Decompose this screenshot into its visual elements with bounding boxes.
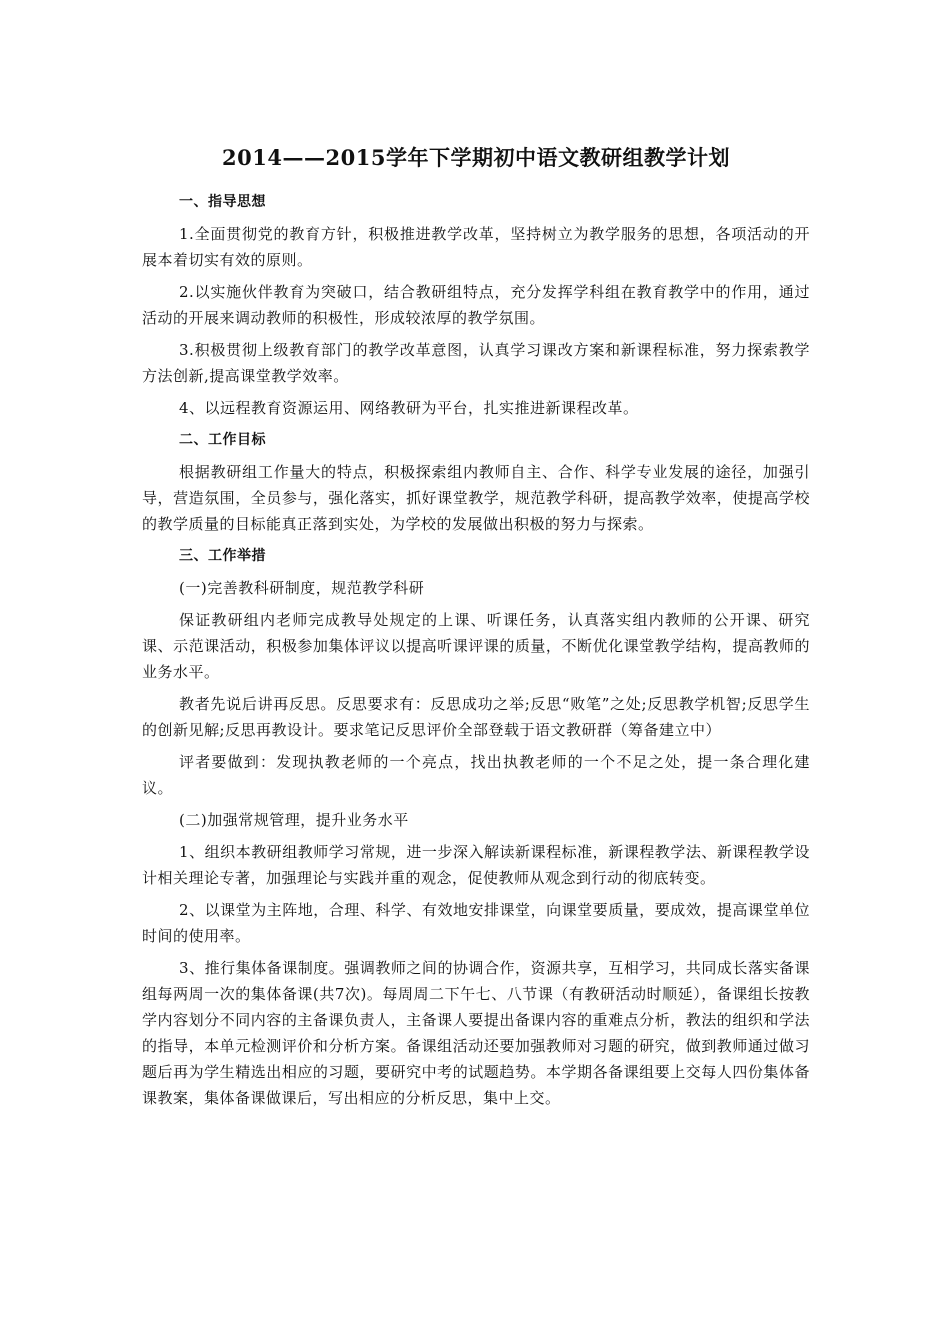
- paragraph: 2.以实施伙伴教育为突破口，结合教研组特点，充分发挥学科组在教育教学中的作用，通过活动的开展来调动教师的积极性，形成较浓厚的教学氛围。: [142, 283, 810, 327]
- document-title: 2014——2015学年下学期初中语文教研组教学计划: [222, 145, 730, 170]
- paragraph: 保证教研组内老师完成教导处规定的上课、听课任务，认真落实组内教师的公开课、研究课、示范课活动，积极参加集体评议以提高听课评课的质量，不断优化课堂教学结构，提高教师的业务水平。: [142, 611, 810, 681]
- paragraph: 评者要做到：发现执教老师的一个亮点，找出执教老师的一个不足之处，提一条合理化建议。: [142, 753, 810, 797]
- paragraph: 教者先说后讲再反思。反思要求有：反思成功之举;反思“败笔”之处;反思教学机智;反思学生的创新见解;反思再教设计。要求笔记反思评价全部登载于语文教研群（筹备建立中）: [142, 695, 810, 739]
- paragraph: 3.积极贯彻上级教育部门的教学改革意图，认真学习课改方案和新课程标准，努力探索教学方法创新,提高课堂教学效率。: [142, 341, 810, 385]
- section-heading-work-goals: 二、工作目标: [179, 432, 266, 448]
- paragraph: 根据教研组工作量大的特点，积极探索组内教师自主、合作、科学专业发展的途径，加强引导，营造氛围，全员参与，强化落实，抓好课堂教学，规范教学科研，提高教学效率，使提高学校的教学质量的目标能真正落到实处，为学校的发展做出积极的努力与探索。: [142, 463, 810, 533]
- subsection-heading: (一)完善教科研制度，规范教学科研: [179, 579, 425, 597]
- document-body: [142, 189, 810, 1117]
- paragraph: 4、以远程教育资源运用、网络教研为平台，扎实推进新课程改革。: [179, 399, 639, 417]
- paragraph: 2、以课堂为主阵地，合理、科学、有效地安排课堂，向课堂要质量，要成效，提高课堂单位时间的使用率。: [142, 901, 810, 945]
- subsection-heading: (二)加强常规管理，提升业务水平: [179, 811, 409, 829]
- section-heading-guiding-thought: 一、指导思想: [179, 194, 266, 210]
- paragraph: 3、推行集体备课制度。强调教师之间的协调合作，资源共享，互相学习，共同成长落实备课组每两周一次的集体备课(共7次)。每周周二下午七、八节课（有教研活动时顺延），备课组长按教学内容划分不同内容的主备课负责人，主备课人要提出备课内容的重难点分析，教法的组织和学法的指导，本单元检测评价和分析方案。备课组活动还要加强教师对习题的研究，做到教师通过做习题后再为学生精选出相应的习题，要研究中考的试题趋势。本学期各备课组要上交每人四份集体备课教案，集体备课做课后，写出相应的分析反思，集中上交。: [142, 959, 810, 1107]
- paragraph: 1、组织本教研组教师学习常规，进一步深入解读新课程标准，新课程教学法、新课程教学设计相关理论专著，加强理论与实践并重的观念，促使教师从观念到行动的彻底转变。: [142, 843, 810, 887]
- paragraph: 1.全面贯彻党的教育方针，积极推进教学改革，坚持树立为教学服务的思想，各项活动的开展本着切实有效的原则。: [142, 225, 810, 269]
- section-heading-work-measures: 三、工作举措: [179, 548, 266, 564]
